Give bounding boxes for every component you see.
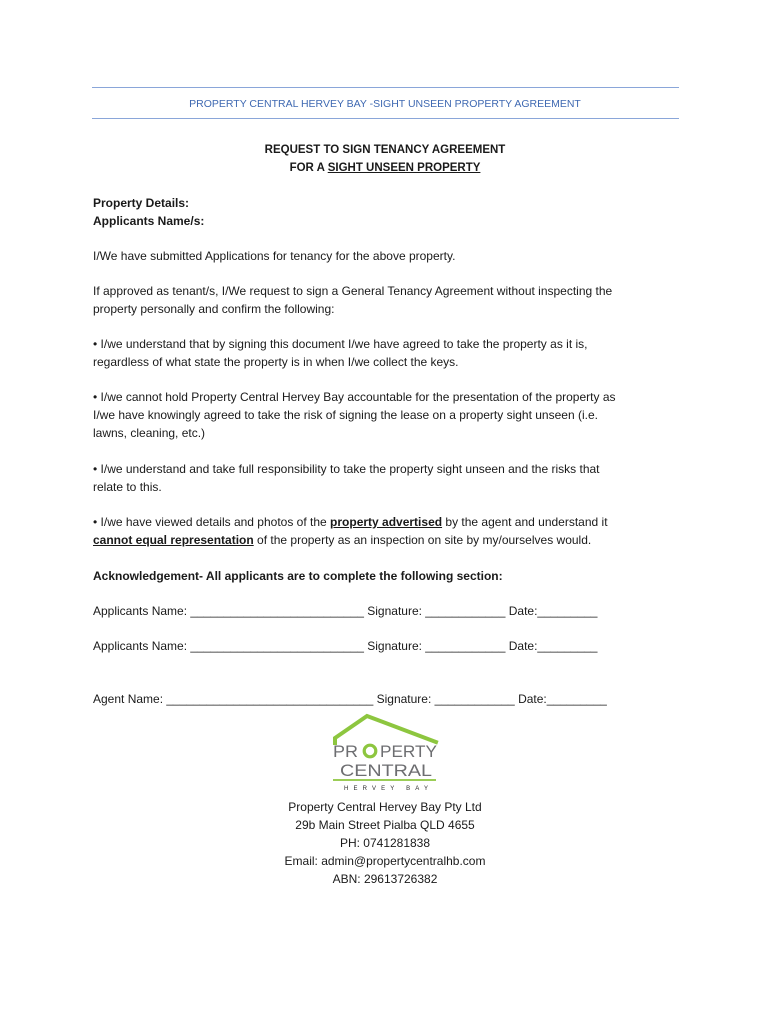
agent-date-field[interactable]: _________ <box>546 692 607 706</box>
bullet-4-emphasis-cannot-equal: cannot equal representation <box>93 533 254 547</box>
applicant-2-date-label: Date: <box>505 639 538 653</box>
bullet-4-line-2 <box>93 531 608 549</box>
header-bottom-rule <box>92 118 679 119</box>
bullet-4-line-1 <box>93 513 608 531</box>
bullet-3-line-2: relate to this. <box>93 480 162 494</box>
applicant-1-signature-label: Signature: <box>363 604 426 618</box>
logo-tagline: HERVEY BAY <box>344 786 428 792</box>
logo-word-property-start: PR <box>333 742 358 761</box>
bullet-2-line-2: I/we have knowingly agreed to take the risk of signing the lease on a property sight unseen (i.e. <box>93 408 598 422</box>
applicant-2-date-field[interactable]: _________ <box>537 639 598 653</box>
bullet-1-line-1: • I/we understand that by signing this document I/we have agreed to take the property as it is, <box>93 337 588 351</box>
header-top-rule <box>92 87 679 88</box>
company-abn: ABN: 29613726382 <box>332 872 438 886</box>
applicant-2-signature-field[interactable]: ____________ <box>425 639 506 653</box>
company-footer <box>0 798 770 888</box>
applicant-1-date-label: Date: <box>505 604 538 618</box>
logo-word-central: CENTRAL <box>340 761 432 780</box>
bullet-4-line-1-after: by the agent and understand it <box>442 515 608 529</box>
company-address: 29b Main Street Pialba QLD 4655 <box>295 818 475 832</box>
title-line-1: REQUEST TO SIGN TENANCY AGREEMENT <box>264 144 506 156</box>
title-line-2-prefix: FOR A <box>289 162 328 174</box>
logo-word-property-end: PERTY <box>380 742 437 761</box>
bullet-2-line-3: lawns, cleaning, etc.) <box>93 426 206 440</box>
applicant-2-name-label: Applicants Name: <box>93 639 191 653</box>
bullet-4-emphasis-property-advertised: property advertised <box>330 515 443 529</box>
agent-date-label: Date: <box>514 692 547 706</box>
agent-signature-label: Signature: <box>373 692 435 706</box>
property-details-label: Property Details: <box>93 196 190 210</box>
bullet-2 <box>93 388 616 442</box>
agent-signature-row <box>93 690 607 708</box>
approved-line-2: property personally and confirm the following: <box>93 302 335 316</box>
company-phone: PH: 0741281838 <box>339 836 431 850</box>
applicant-1-signature-field[interactable]: ____________ <box>425 604 506 618</box>
bullet-4-line-2-after: of the property as an inspection on site by my/ourselves would. <box>253 533 592 547</box>
applicant-1-name-field[interactable]: __________________________ <box>190 604 364 618</box>
bullet-4-line-1-before: • I/we have viewed details and photos of the <box>93 515 331 529</box>
logo-o-ring-icon <box>364 745 376 757</box>
acknowledgement-heading: Acknowledgement- All applicants are to complete the following section: <box>93 569 503 583</box>
applicant-2-signature-row <box>93 637 597 655</box>
applicant-1-name-label: Applicants Name: <box>93 604 191 618</box>
title-line-2 <box>0 159 770 177</box>
applicant-1-date-field[interactable]: _________ <box>537 604 598 618</box>
bullet-2-line-1: • I/we cannot hold Property Central Hervey Bay accountable for the presentation of the property as <box>93 390 616 404</box>
company-logo <box>330 713 440 793</box>
company-name: Property Central Hervey Bay Pty Ltd <box>288 800 482 814</box>
bullet-1 <box>93 335 587 371</box>
applicant-2-signature-label: Signature: <box>363 639 426 653</box>
bullet-1-line-2: regardless of what state the property is in when I/we collect the keys. <box>93 355 459 369</box>
approved-paragraph <box>93 282 612 318</box>
property-details-section <box>93 194 204 230</box>
document-title <box>0 141 770 177</box>
bullet-4 <box>93 513 608 549</box>
submitted-paragraph <box>93 247 455 265</box>
bullet-3-line-1: • I/we understand and take full responsibility to take the property sight unseen and the risks that <box>93 462 600 476</box>
applicant-2-name-field[interactable]: __________________________ <box>190 639 364 653</box>
bullet-3 <box>93 460 600 496</box>
title-line-2-underlined: SIGHT UNSEEN PROPERTY <box>327 162 481 174</box>
agent-name-field[interactable]: _______________________________ <box>166 692 374 706</box>
applicants-names-label: Applicants Name/s: <box>93 214 205 228</box>
submitted-line: I/We have submitted Applications for tenancy for the above property. <box>93 249 456 263</box>
logo-roof-icon <box>335 716 436 743</box>
header-title: PROPERTY CENTRAL HERVEY BAY -SIGHT UNSEEN PROPERTY AGREEMENT <box>189 98 581 110</box>
applicant-1-signature-row <box>93 602 597 620</box>
company-email: Email: admin@propertycentralhb.com <box>284 854 486 868</box>
approved-line-1: If approved as tenant/s, I/We request to sign a General Tenancy Agreement without inspecting the <box>93 284 613 298</box>
agent-signature-field[interactable]: ____________ <box>434 692 515 706</box>
agent-name-label: Agent Name: <box>93 692 167 706</box>
